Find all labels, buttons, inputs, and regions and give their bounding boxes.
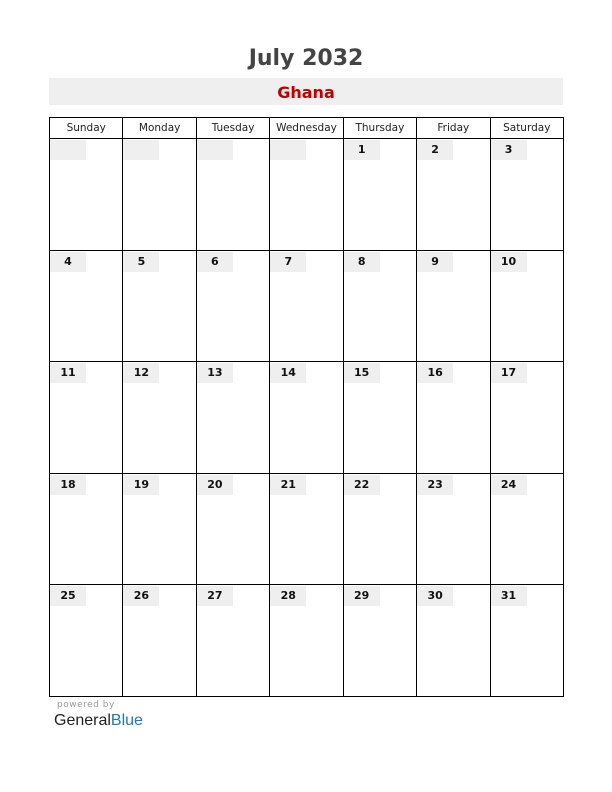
day-number: 10 <box>491 252 527 272</box>
day-cell[interactable] <box>196 250 269 362</box>
day-number: 22 <box>344 475 380 495</box>
day-number: 23 <box>417 475 453 495</box>
week-row <box>50 473 564 585</box>
day-number: 11 <box>50 363 86 383</box>
day-number: 20 <box>197 475 233 495</box>
day-number: 17 <box>491 363 527 383</box>
day-cell[interactable] <box>270 473 343 585</box>
day-number: 25 <box>50 586 86 606</box>
day-number: 15 <box>344 363 380 383</box>
country-name: Ghana <box>277 83 335 102</box>
weekday-header: Monday <box>123 118 196 139</box>
day-number <box>123 140 159 160</box>
day-number: 18 <box>50 475 86 495</box>
day-cell[interactable] <box>50 473 123 585</box>
day-number <box>197 140 233 160</box>
day-cell[interactable] <box>490 250 563 362</box>
weekday-header: Friday <box>417 118 490 139</box>
day-cell[interactable] <box>196 139 269 251</box>
week-row <box>50 362 564 474</box>
day-cell[interactable] <box>196 585 269 697</box>
day-cell[interactable] <box>50 250 123 362</box>
day-cell[interactable] <box>196 473 269 585</box>
day-number: 26 <box>123 586 159 606</box>
day-cell[interactable] <box>343 250 416 362</box>
day-number: 19 <box>123 475 159 495</box>
day-cell[interactable] <box>490 139 563 251</box>
weekday-header: Wednesday <box>270 118 343 139</box>
day-number <box>270 140 306 160</box>
day-number: 7 <box>270 252 306 272</box>
day-number: 2 <box>417 140 453 160</box>
day-number: 1 <box>344 140 380 160</box>
day-cell[interactable] <box>417 473 490 585</box>
day-cell[interactable] <box>417 250 490 362</box>
calendar-grid <box>49 117 564 697</box>
brand-logo[interactable] <box>54 712 143 730</box>
day-cell[interactable] <box>50 139 123 251</box>
weekday-header-row <box>50 118 564 139</box>
day-number: 6 <box>197 252 233 272</box>
day-cell[interactable] <box>343 473 416 585</box>
day-cell[interactable] <box>123 250 196 362</box>
day-cell[interactable] <box>270 585 343 697</box>
day-cell[interactable] <box>490 585 563 697</box>
day-number: 8 <box>344 252 380 272</box>
weekday-header: Tuesday <box>196 118 269 139</box>
day-cell[interactable] <box>270 139 343 251</box>
brand-name-general: General <box>54 712 111 729</box>
day-cell[interactable] <box>50 362 123 474</box>
day-cell[interactable] <box>343 139 416 251</box>
day-number: 16 <box>417 363 453 383</box>
calendar-title: July 2032 <box>248 46 364 71</box>
weekday-header: Sunday <box>50 118 123 139</box>
week-row <box>50 250 564 362</box>
day-number: 21 <box>270 475 306 495</box>
day-cell[interactable] <box>417 139 490 251</box>
day-number: 27 <box>197 586 233 606</box>
day-number: 12 <box>123 363 159 383</box>
day-number: 5 <box>123 252 159 272</box>
day-cell[interactable] <box>343 585 416 697</box>
powered-by-label: powered by <box>57 700 115 710</box>
weekday-header: Thursday <box>343 118 416 139</box>
weekday-header: Saturday <box>490 118 563 139</box>
day-number: 31 <box>491 586 527 606</box>
day-cell[interactable] <box>417 362 490 474</box>
day-number: 30 <box>417 586 453 606</box>
day-cell[interactable] <box>343 362 416 474</box>
day-cell[interactable] <box>123 362 196 474</box>
day-number: 13 <box>197 363 233 383</box>
week-row <box>50 139 564 251</box>
day-number: 9 <box>417 252 453 272</box>
day-cell[interactable] <box>196 362 269 474</box>
brand-name-blue: Blue <box>110 712 143 729</box>
day-cell[interactable] <box>123 473 196 585</box>
day-cell[interactable] <box>490 473 563 585</box>
day-number: 3 <box>491 140 527 160</box>
day-number: 14 <box>270 363 306 383</box>
day-number: 4 <box>50 252 86 272</box>
day-cell[interactable] <box>490 362 563 474</box>
day-number: 28 <box>270 586 306 606</box>
day-cell[interactable] <box>270 362 343 474</box>
day-cell[interactable] <box>50 585 123 697</box>
day-number <box>50 140 86 160</box>
day-cell[interactable] <box>123 139 196 251</box>
day-number: 24 <box>491 475 527 495</box>
day-cell[interactable] <box>417 585 490 697</box>
day-number: 29 <box>344 586 380 606</box>
day-cell[interactable] <box>270 250 343 362</box>
week-row <box>50 585 564 697</box>
day-cell[interactable] <box>123 585 196 697</box>
